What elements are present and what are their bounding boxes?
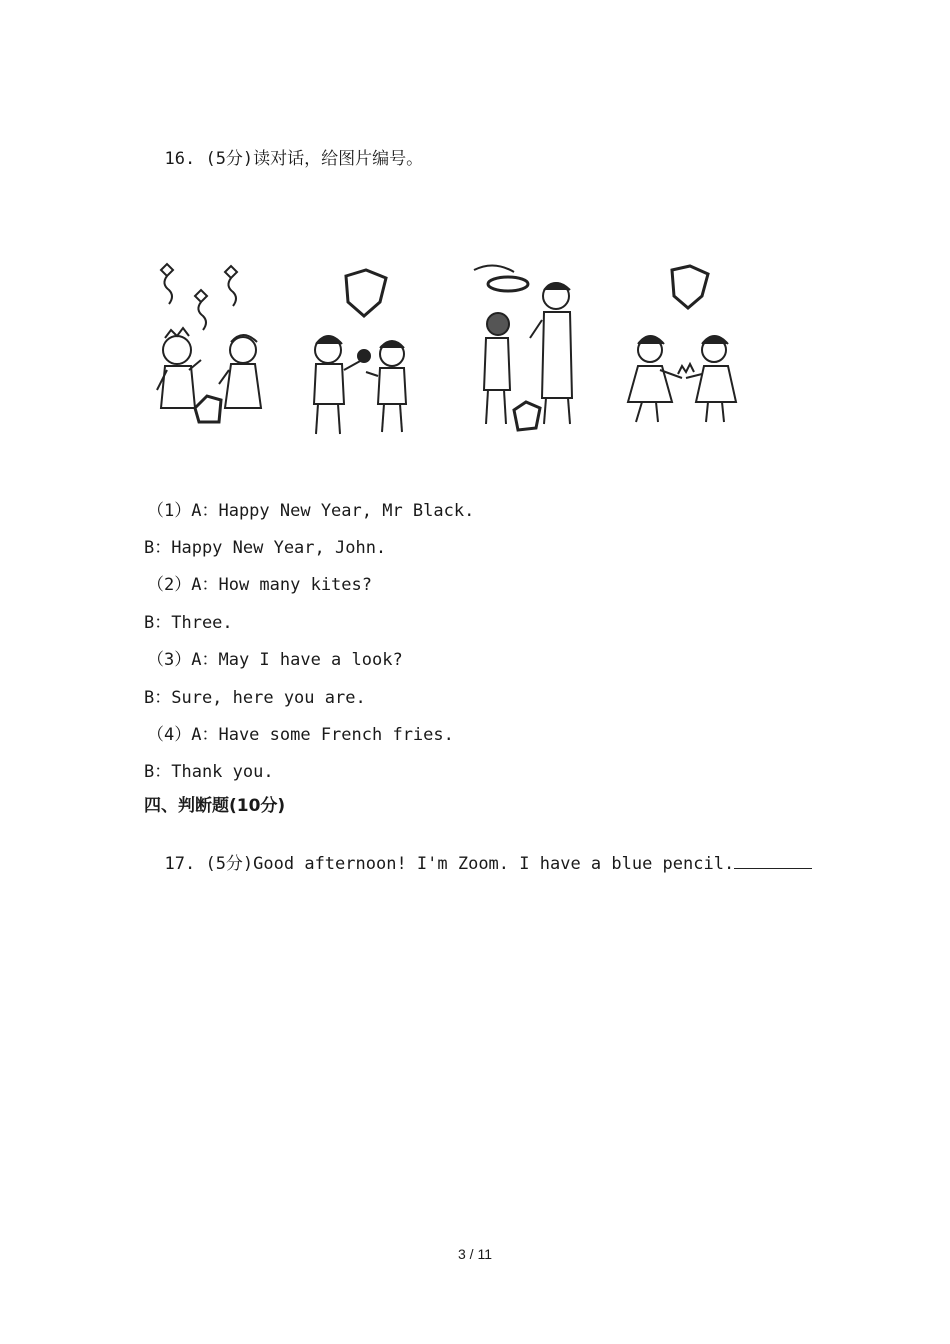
dialogue-3-b: B：Sure, here you are. — [144, 688, 366, 708]
dialogue-2-a: （2）A：How many kites? — [147, 575, 372, 595]
dialogue-1-b: B：Happy New Year, John. — [144, 538, 387, 558]
picture-kites — [145, 258, 285, 468]
picture-greeting-teacher — [470, 258, 590, 468]
dialogue-1-a: （1）A：Happy New Year, Mr Black. — [147, 501, 475, 521]
question-stem: (5分)读对话，给图片编号。 — [205, 149, 424, 169]
question-stem: (5分)Good afternoon! I'm Zoom. I have a blue pencil. — [205, 854, 735, 874]
question-16 — [144, 126, 423, 170]
page-number: 3 / 11 — [458, 1246, 492, 1262]
answer-blank[interactable] — [734, 852, 812, 869]
picture-girls-food — [620, 258, 740, 468]
question-number: 16. — [164, 149, 196, 169]
section-heading: 四、判断题(10分) — [144, 796, 286, 816]
picture-boys-exchange — [300, 258, 430, 468]
dialogue-3-a: （3）A：May I have a look? — [147, 650, 403, 670]
question-17 — [144, 830, 812, 875]
dialogue-4-a: （4）A：Have some French fries. — [147, 725, 454, 745]
dialogue-2-b: B：Three. — [144, 613, 233, 633]
dialogue-4-b: B：Thank you. — [144, 762, 274, 782]
question-number: 17. — [164, 854, 196, 874]
